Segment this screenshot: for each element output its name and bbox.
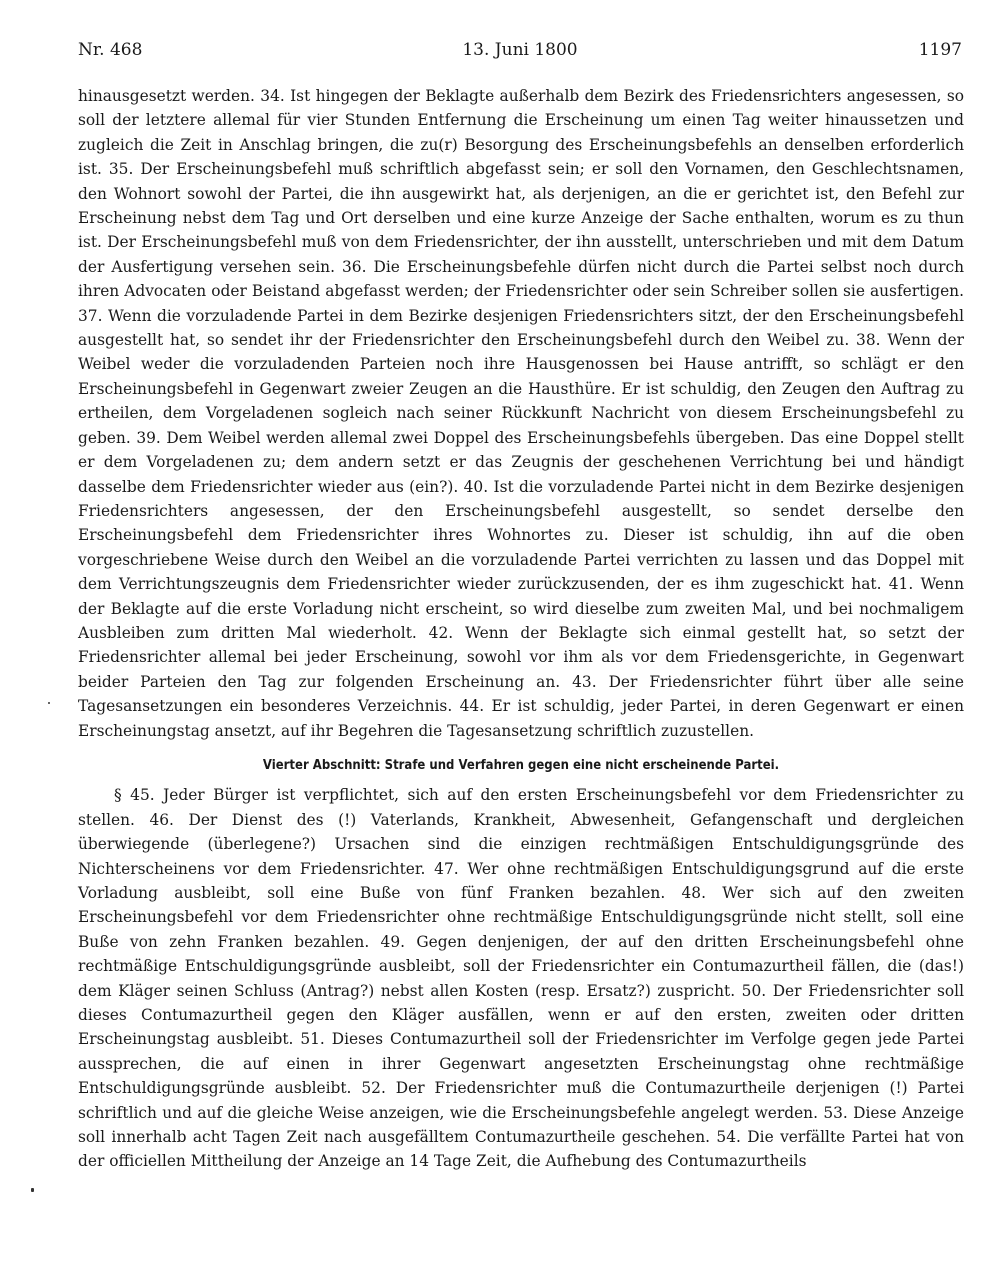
document-date: 13. Juni 1800 [462,40,578,60]
paragraph-continuation: hinausgesetzt werden. 34. Ist hingegen der Beklagte außerhalb dem Bezirk des Friedensrichters angesessen, so soll der letztere allemal für vier Stunden Entfernung die Erscheinung um einen Tag weiter hinaussetzen und zugleich die Zeit in Anschlag bringen, die zu(r) Besorgung des Erscheinungsbefehls an denselben erforderlich ist. 35. Der Erscheinungsbefehl muß schriftlich abgefasst sein; er soll den Vornamen, den Geschlechtsnamen, den Wohnort sowohl der Partei, die ihn ausgewirkt hat, als derjenigen, an die er gerichtet ist, den Befehl zur Erscheinung nebst dem Tag und Ort derselben und eine kurze Anzeige der Sache enthalten, worum es zu thun ist. Der Erscheinungsbefehl muß von dem Friedensrichter, der ihn ausstellt, unterschrieben und mit dem Datum der Ausfertigung versehen sein. 36. Die Erscheinungsbefehle dürfen nicht durch die Partei selbst noch durch ihren Advocaten oder Beistand abgefasst werden; der Friedensrichter oder sein Schreiber sollen sie ausfertigen. 37. Wenn die vorzuladende Partei in dem Bezirke desjenigen Friedensrichters sitzt, der den Erscheinungsbefehl ausgestellt hat, so sendet ihr der Friedensrichter den Erscheinungsbefehl durch den Weibel zu. 38. Wenn der Weibel weder die vorzuladenden Parteien noch ihre Hausgenossen bei Hause antrifft, so schlägt er den Erscheinungsbefehl in Gegenwart zweier Zeugen an die Hausthüre. Er ist schuldig, den Zeugen den Auftrag zu ertheilen, dem Vorgeladenen sogleich nach seiner Rückkunft Nachricht von diesem Erscheinungsbefehl zu geben. 39. Dem Weibel werden allemal zwei Doppel des Erscheinungsbefehls übergeben. Das eine Doppel stellt er dem Vorgeladenen zu; dem andern setzt er das Zeugnis der geschehenen Verrichtung bei und händigt dasselbe dem Friedensrichter wieder aus (ein?). 40. Ist die vorzuladende Partei nicht in dem Bezirke desjenigen Friedensrichters angesessen, der den Erscheinungsbefehl ausgestellt, so sendet derselbe den Erscheinungsbefehl dem Friedensrichter ihres Wohnortes zu. Dieser ist schuldig, ihn auf die oben vorgeschriebene Weise durch den Weibel an die vorzuladende Partei verrichten zu lassen und das Doppel mit dem Verrichtungszeugnis dem Friedensrichter wieder zurückzusenden, der es ihm zugeschickt hat. 41. Wenn der Beklagte auf die erste Vorladung nicht erscheint, so wird dieselbe zum zweiten Mal, und bei nochmaligem Ausbleiben zum dritten Mal wiederholt. 42. Wenn der Beklagte sich einmal gestellt hat, so setzt der Friedensrichter allemal bei jeder Erscheinung, sowohl vor ihm als vor dem Friedensgerichte, in Gegenwart beider Parteien den Tag zur folgenden Erscheinung an. 43. Der Friedensrichter führt über alle seine Tagesansetzungen ein besonderes Verzeichnis. 44. Er ist schuldig, jeder Partei, in deren Gegenwart er einen Erscheinungstag ansetzt, auf ihr Begehren die Tagesansetzung schriftlich zuzustellen. [78,87,964,740]
page-number: 1197 [918,40,962,60]
document-number: Nr. 468 [78,40,143,60]
paragraph-section-four: § 45. Jeder Bürger ist verpflichtet, sich auf den ersten Erscheinungsbefehl vor dem Friedensrichter zu stellen. 46. Der Dienst des (!) Vaterlands, Krankheit, Abwesenheit, Gefangenschaft und dergleichen überwiegende (überlegene?) Ursachen sind die einzigen rechtmäßigen Entschuldigungsgründe des Nichterscheinens vor dem Friedensrichter. 47. Wer ohne rechtmäßigen Entschuldigungsgrund auf die erste Vorladung ausbleibt, soll eine Buße von fünf Franken bezahlen. 48. Wer sich auf den zweiten Erscheinungsbefehl vor dem Friedensrichter ohne rechtmäßige Entschuldigungsgründe nicht stellt, soll eine Buße von zehn Franken bezahlen. 49. Gegen denjenigen, der auf den dritten Erscheinungsbefehl ohne rechtmäßige Entschuldigungsgründe ausbleibt, soll der Friedensrichter ein Contumazurtheil fällen, die (das!) dem Kläger seinen Schluss (Antrag?) nebst allen Kosten (resp. Ersatz?) zuspricht. 50. Der Friedensrichter soll dieses Contumazurtheil gegen den Kläger ausfällen, wenn er auf den ersten, zweiten oder dritten Erscheinungstag ausbleibt. 51. Dieses Contumazurtheil soll der Friedensrichter im Verfolge gegen jede Partei aussprechen, die auf einen in ihrer Gegenwart angesetzten Erscheinungstag ohne rechtmäßige Entschuldigungsgründe ausbleibt. 52. Der Friedensrichter muß die Contumazurtheile derjenigen (!) Partei schriftlich und auf die gleiche Weise anzeigen, wie die Erscheinungsbefehle angelegt werden. 53. Diese Anzeige soll innerhalb acht Tagen Zeit nach ausgefälltem Contumazurtheile geschehen. 54. Die verfällte Partei hat von der officiellen Mittheilung der Anzeige an 14 Tage Zeit, die Aufhebung des Contumazurtheils [78,786,964,1171]
body-text [78,84,964,1174]
scan-speck [31,1188,34,1192]
scan-speck-small [48,702,50,704]
running-head [78,40,962,70]
section-heading: Vierter Abschnitt: Strafe und Verfahren gegen eine nicht erscheinende Partei. [262,756,780,773]
